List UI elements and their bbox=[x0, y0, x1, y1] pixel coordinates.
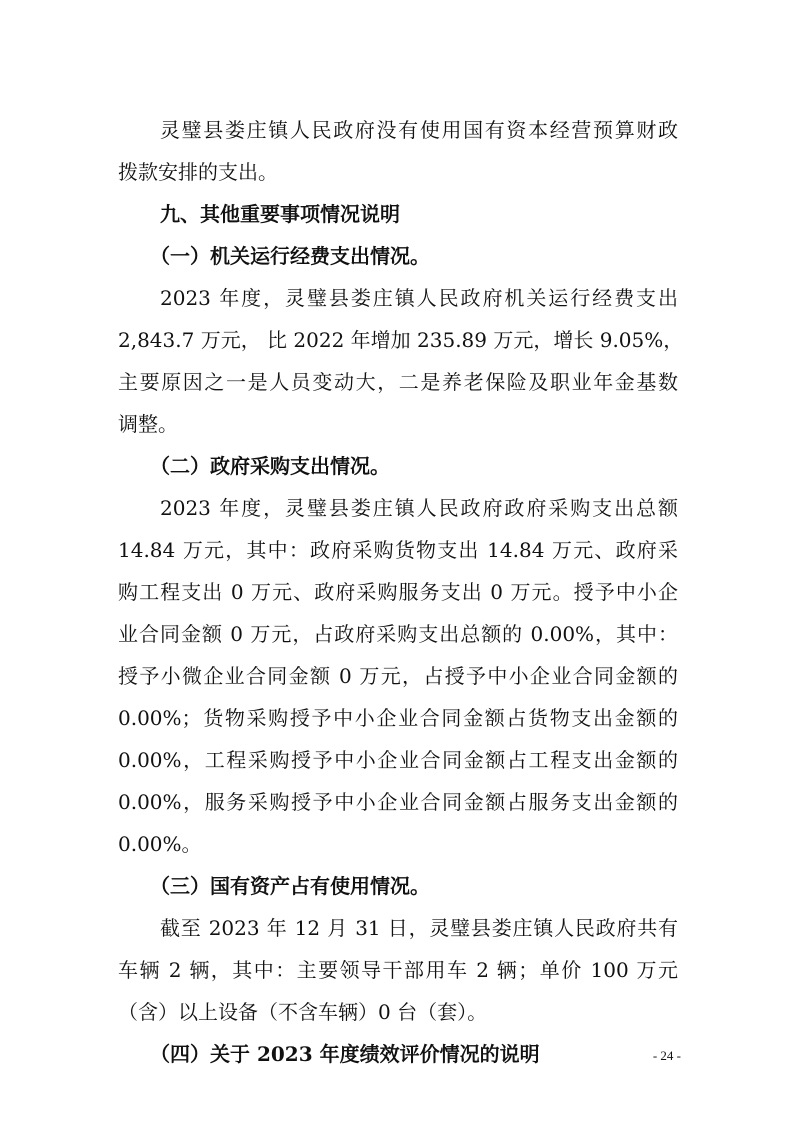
paragraph-line: 0.00%。 bbox=[118, 832, 202, 856]
subsection-heading: （二）政府采购支出情况。 bbox=[150, 454, 390, 478]
paragraph-line: 截至 2023 年 12 月 31 日，灵璧县娄庄镇人民政府共有 bbox=[160, 916, 678, 940]
section-heading: 九、其他重要事项情况说明 bbox=[160, 202, 400, 226]
paragraph-line: 拨款安排的支出。 bbox=[118, 160, 278, 184]
paragraph-line: 授予小微企业合同金额 0 万元，占授予中小企业合同金额的 bbox=[118, 664, 678, 688]
paragraph-line: 业合同金额 0 万元，占政府采购支出总额的 0.00%，其中： bbox=[118, 622, 678, 646]
paragraph-line: 车辆 2 辆，其中：主要领导干部用车 2 辆；单价 100 万元 bbox=[118, 958, 678, 982]
paragraph-line: 调整。 bbox=[118, 412, 178, 436]
paragraph-line: 主要原因之一是人员变动大，二是养老保险及职业年金基数 bbox=[118, 370, 678, 394]
subsection-heading: （四）关于 2023 年度绩效评价情况的说明 bbox=[150, 1042, 540, 1066]
paragraph-line: 14.84 万元，其中：政府采购货物支出 14.84 万元、政府采 bbox=[118, 538, 678, 562]
paragraph-line: 0.00%，工程采购授予中小企业合同金额占工程支出金额的 bbox=[118, 748, 678, 772]
paragraph-line: 0.00%；货物采购授予中小企业合同金额占货物支出金额的 bbox=[118, 706, 678, 730]
paragraph-line: 2023 年度，灵璧县娄庄镇人民政府机关运行经费支出 bbox=[160, 286, 678, 310]
paragraph-line: 0.00%，服务采购授予中小企业合同金额占服务支出金额的 bbox=[118, 790, 678, 814]
paragraph-line: 灵璧县娄庄镇人民政府没有使用国有资本经营预算财政 bbox=[160, 118, 678, 142]
subsection-heading: （一）机关运行经费支出情况。 bbox=[150, 244, 430, 268]
paragraph-line: 购工程支出 0 万元、政府采购服务支出 0 万元。授予中小企 bbox=[118, 580, 678, 604]
paragraph-line: 2,843.7 万元， 比 2022 年增加 235.89 万元，增长 9.05%， bbox=[118, 328, 684, 352]
paragraph-line: 2023 年度，灵璧县娄庄镇人民政府政府采购支出总额 bbox=[160, 496, 678, 520]
subsection-heading: （三）国有资产占有使用情况。 bbox=[150, 874, 430, 898]
paragraph-line: （含）以上设备（不含车辆）0 台（套）。 bbox=[118, 1000, 488, 1024]
page-number: - 24 - bbox=[652, 1048, 681, 1063]
